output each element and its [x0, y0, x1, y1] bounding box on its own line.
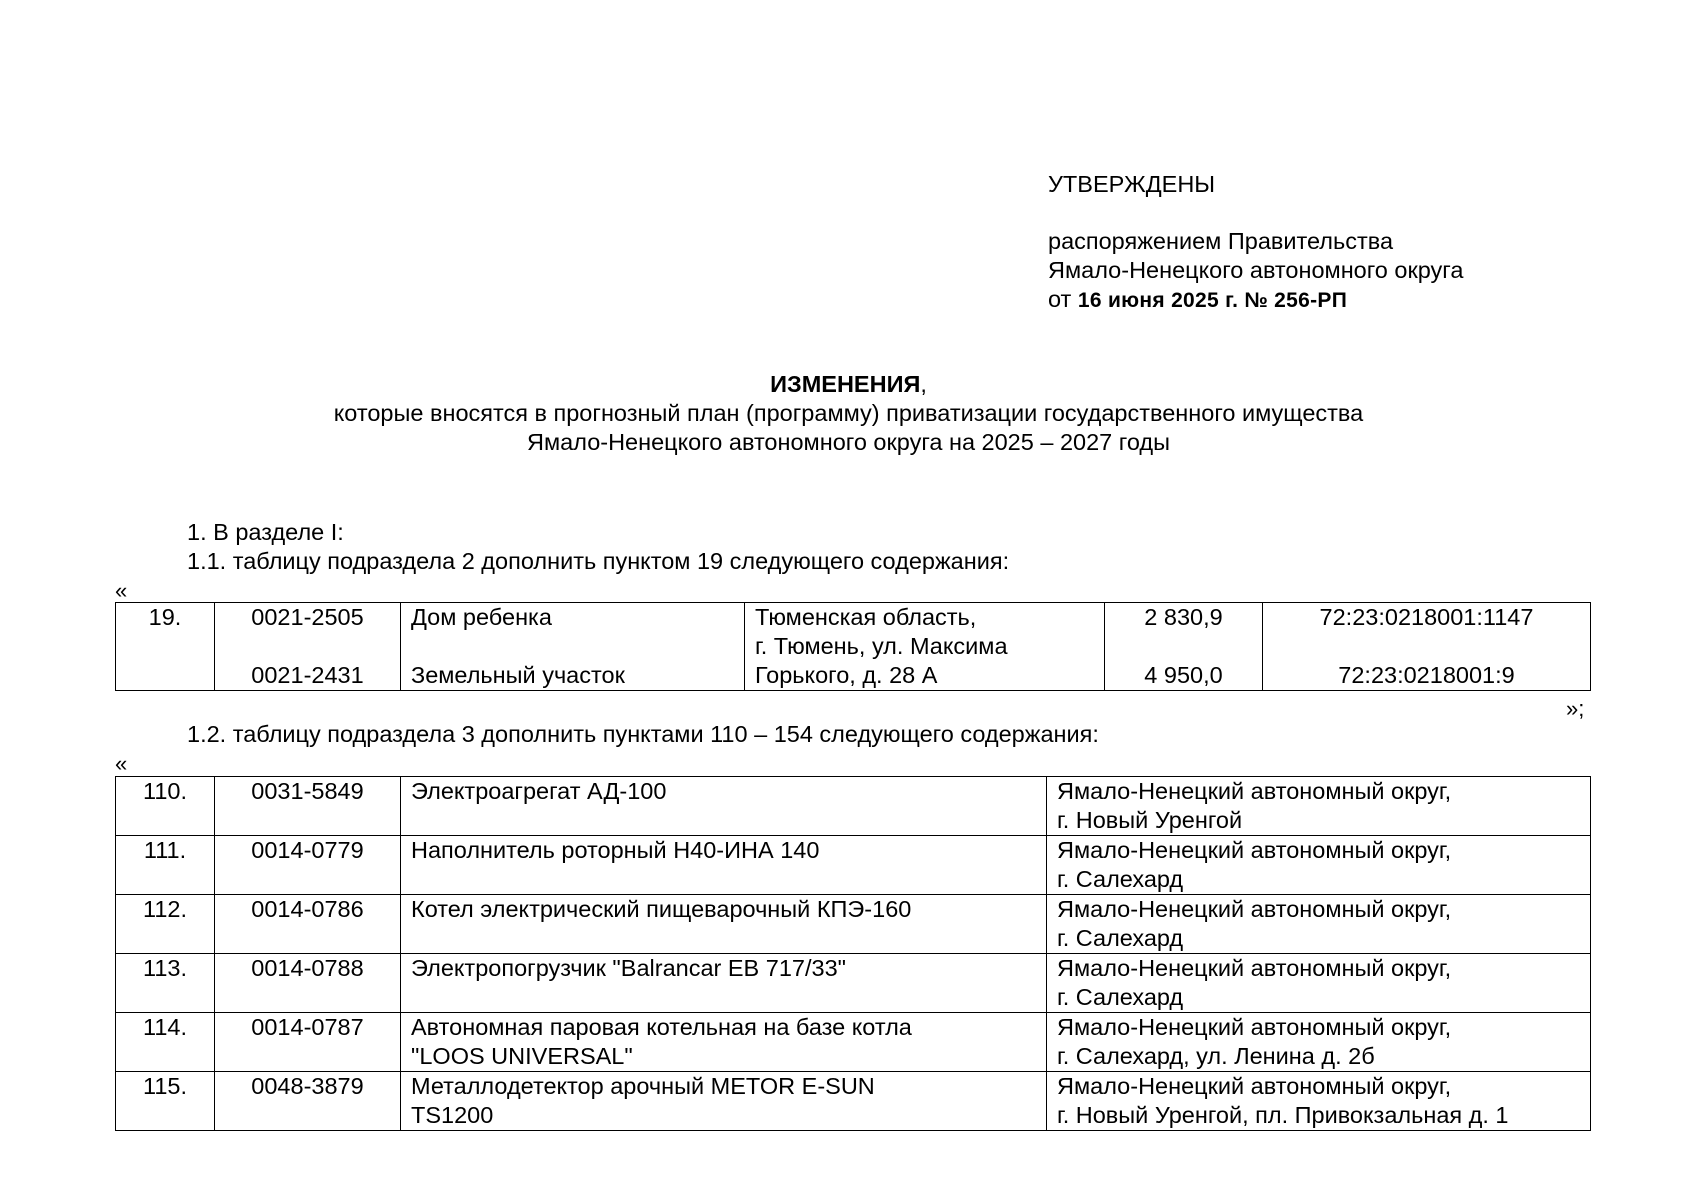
- name-line: Котел электрический пищеварочный КПЭ-160: [411, 896, 912, 922]
- approval-date-number: 16 июня 2025 г. № 256-РП: [1077, 289, 1348, 312]
- row-number: 111.: [116, 836, 215, 895]
- area-2: 4 950,0: [1144, 662, 1223, 688]
- code-cell: 0014-0779: [215, 836, 401, 895]
- address-line: Ямало-Ненецкий автономный округ,: [1057, 955, 1452, 981]
- address-cell: [1047, 954, 1591, 1013]
- table-row: [116, 895, 1591, 954]
- row-number: 110.: [116, 777, 215, 836]
- name-line: Электроагрегат АД-100: [411, 778, 667, 804]
- cadastral-cell: [1263, 603, 1591, 691]
- table-row: [116, 954, 1591, 1013]
- name-line: "LOOS UNIVERSAL": [411, 1043, 633, 1069]
- table-subsection-2: [115, 602, 1591, 691]
- title-heading: ИЗМЕНЕНИЯ: [770, 371, 921, 397]
- address-line: Ямало-Ненецкий автономный округ,: [1057, 837, 1452, 863]
- approval-block: [1048, 170, 1463, 315]
- address-line: г. Новый Уренгой, пл. Привокзальная д. 1: [1057, 1102, 1509, 1128]
- address-cell: [1047, 895, 1591, 954]
- address-cell: [1047, 1013, 1591, 1072]
- name-2: Земельный участок: [411, 662, 625, 688]
- name-cell: [401, 1072, 1047, 1131]
- address-cell: [1047, 777, 1591, 836]
- title-heading-suffix: ,: [920, 371, 927, 397]
- address-line-1: Тюменская область,: [755, 604, 977, 630]
- address-line: Ямало-Ненецкий автономный округ,: [1057, 896, 1452, 922]
- name-line: TS1200: [411, 1102, 494, 1128]
- address-line: Ямало-Ненецкий автономный округ,: [1057, 1073, 1452, 1099]
- table-row: [116, 836, 1591, 895]
- name-line: Металлодетектор арочный METOR E-SUN: [411, 1073, 875, 1099]
- cadastral-1: 72:23:0218001:1147: [1319, 604, 1534, 630]
- address-line: г. Салехард, ул. Ленина д. 2б: [1057, 1043, 1375, 1069]
- row-number: 115.: [116, 1072, 215, 1131]
- approval-line-2: Ямало-Ненецкого автономного округа: [1048, 257, 1464, 283]
- code-2: 0021-2431: [251, 662, 364, 688]
- table-subsection-3: [115, 776, 1591, 1131]
- name-cell: [401, 836, 1047, 895]
- address-line: г. Новый Уренгой: [1057, 807, 1243, 833]
- code-cell: [215, 603, 401, 691]
- row-number: 112.: [116, 895, 215, 954]
- address-cell: [1047, 1072, 1591, 1131]
- address-line: Ямало-Ненецкий автономный округ,: [1057, 778, 1452, 804]
- name-cell: [401, 777, 1047, 836]
- cadastral-2: 72:23:0218001:9: [1338, 662, 1515, 688]
- code-cell: 0014-0788: [215, 954, 401, 1013]
- name-1: Дом ребенка: [411, 604, 552, 630]
- address-line: г. Салехард: [1057, 984, 1184, 1010]
- table-row: [116, 777, 1591, 836]
- name-cell: [401, 954, 1047, 1013]
- close-quote-1: »;: [1566, 696, 1585, 721]
- row-number: 19.: [116, 603, 215, 691]
- code-cell: 0014-0787: [215, 1013, 401, 1072]
- name-cell: [401, 603, 745, 691]
- approval-line-1: распоряжением Правительства: [1048, 228, 1394, 254]
- row-number: 114.: [116, 1013, 215, 1072]
- title-line-2: Ямало-Ненецкого автономного округа на 2025 – 2027 годы: [527, 429, 1170, 455]
- address-line-2: г. Тюмень, ул. Максима: [755, 633, 1008, 659]
- row-number: 113.: [116, 954, 215, 1013]
- address-line-3: Горького, д. 28 А: [755, 662, 938, 688]
- name-line: Автономная паровая котельная на базе котла: [411, 1014, 912, 1040]
- name-line: Электропогрузчик "Balrancar EB 717/33": [411, 955, 846, 981]
- approval-date-line: [1048, 285, 1463, 315]
- paragraph-1-1: 1.1. таблицу подраздела 2 дополнить пунктом 19 следующего содержания:: [187, 548, 1010, 574]
- code-cell: 0048-3879: [215, 1072, 401, 1131]
- area-1: 2 830,9: [1144, 604, 1223, 630]
- spacer: [225, 632, 390, 661]
- name-line: Наполнитель роторный Н40-ИНА 140: [411, 837, 820, 863]
- paragraph-1: 1. В разделе I:: [187, 519, 344, 545]
- code-1: 0021-2505: [251, 604, 364, 630]
- code-cell: 0031-5849: [215, 777, 401, 836]
- approval-heading: УТВЕРЖДЕНЫ: [1048, 171, 1216, 197]
- document-title: [0, 370, 1697, 457]
- approval-prefix: от: [1048, 286, 1072, 312]
- address-cell: [1047, 836, 1591, 895]
- code-cell: 0014-0786: [215, 895, 401, 954]
- name-cell: [401, 895, 1047, 954]
- paragraph-1-2: 1.2. таблицу подраздела 3 дополнить пунктами 110 – 154 следующего содержания:: [187, 721, 1099, 747]
- table-row: [116, 603, 1591, 691]
- address-line: Ямало-Ненецкий автономный округ,: [1057, 1014, 1452, 1040]
- open-quote-1: «: [115, 578, 128, 603]
- title-line-1: которые вносятся в прогнозный план (программу) приватизации государственного имущества: [333, 400, 1364, 426]
- address-cell: [745, 603, 1105, 691]
- area-cell: [1105, 603, 1263, 691]
- table-row: [116, 1072, 1591, 1131]
- address-line: г. Салехард: [1057, 866, 1184, 892]
- open-quote-2: «: [115, 751, 128, 776]
- address-line: г. Салехард: [1057, 925, 1184, 951]
- table-row: [116, 1013, 1591, 1072]
- name-cell: [401, 1013, 1047, 1072]
